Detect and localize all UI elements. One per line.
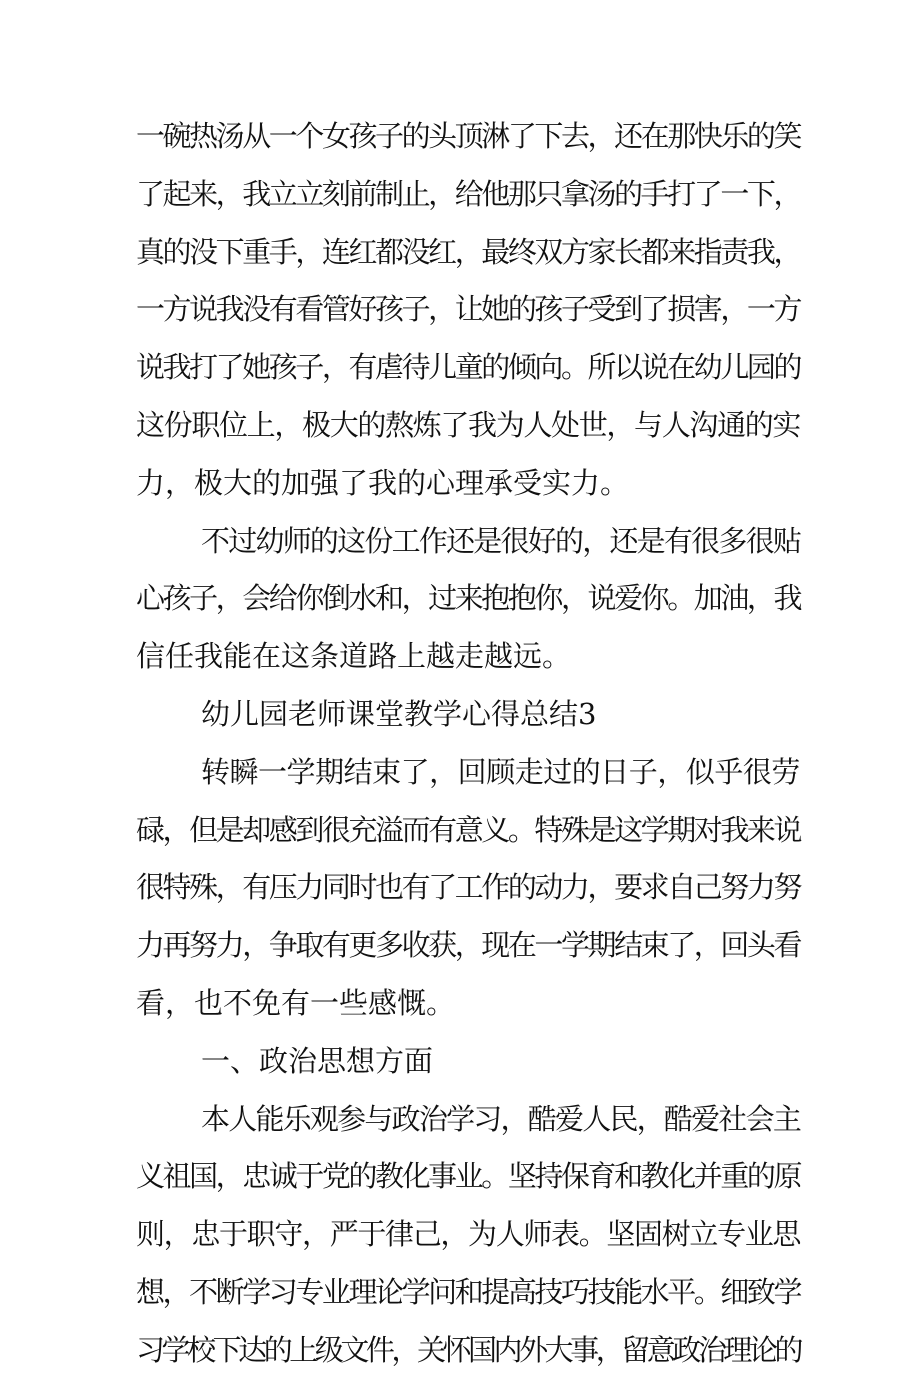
paragraph-first-line: 转瞬一学期结束了，回顾走过的日子，似乎很劳 [201,754,800,789]
text-line: 看，也不免有一些感慨。 [136,985,456,1020]
text-line: 很特殊，有压力同时也有了工作的动力，要求自己努力努 [136,870,801,905]
text-line: 一方说我没有看管好孩子，让她的孩子受到了损害，一方 [136,292,801,327]
text-line: 力，极大的加强了我的心理承受实力。 [136,465,630,500]
text-line: 真的没下重手，连红都没红，最终双方家长都来指责我， [136,234,801,269]
text-line: 义祖国，忠诚于党的教化事业。坚持保育和教化并重的原 [136,1159,801,1194]
text-line: 习学校下达的上级文件，关怀国内外大事，留意政治理论的 [136,1332,801,1367]
paragraph-first-line: 本人能乐观参与政治学习，酷爱人民，酷爱社会主 [201,1101,801,1136]
text-line: 想，不断学习专业理论学问和提高技巧技能水平。细致学 [136,1274,801,1309]
text-line: 碌，但是却感到很充溢而有意义。特殊是这学期对我来说 [136,812,801,847]
text-line: 力再努力，争取有更多收获，现在一学期结束了，回头看 [136,928,801,963]
section-heading: 幼儿园老师课堂教学心得总结3 [201,696,597,731]
text-line: 说我打了她孩子，有虐待儿童的倾向。所以说在幼儿园的 [136,350,801,385]
text-line: 一碗热汤从一个女孩子的头顶淋了下去，还在那快乐的笑 [136,119,801,153]
text-line: 信任我能在这条道路上越走越远。 [136,639,572,674]
text-line: 则，忠于职守，严于律己，为人师表。坚固树立专业思 [136,1217,801,1252]
document-body [136,108,800,1380]
text-line: 心孩子，会给你倒水和，过来抱抱你，说爱你。加油，我 [136,581,801,616]
paragraph-first-line: 不过幼师的这份工作还是很好的，还是有很多很贴 [201,523,801,558]
text-line: 这份职位上，极大的熬炼了我为人处世，与人沟通的实 [136,407,801,442]
text-line: 了起来，我立立刻前制止，给他那只拿汤的手打了一下， [136,176,801,211]
subsection-heading: 一、政治思想方面 [201,1043,434,1078]
